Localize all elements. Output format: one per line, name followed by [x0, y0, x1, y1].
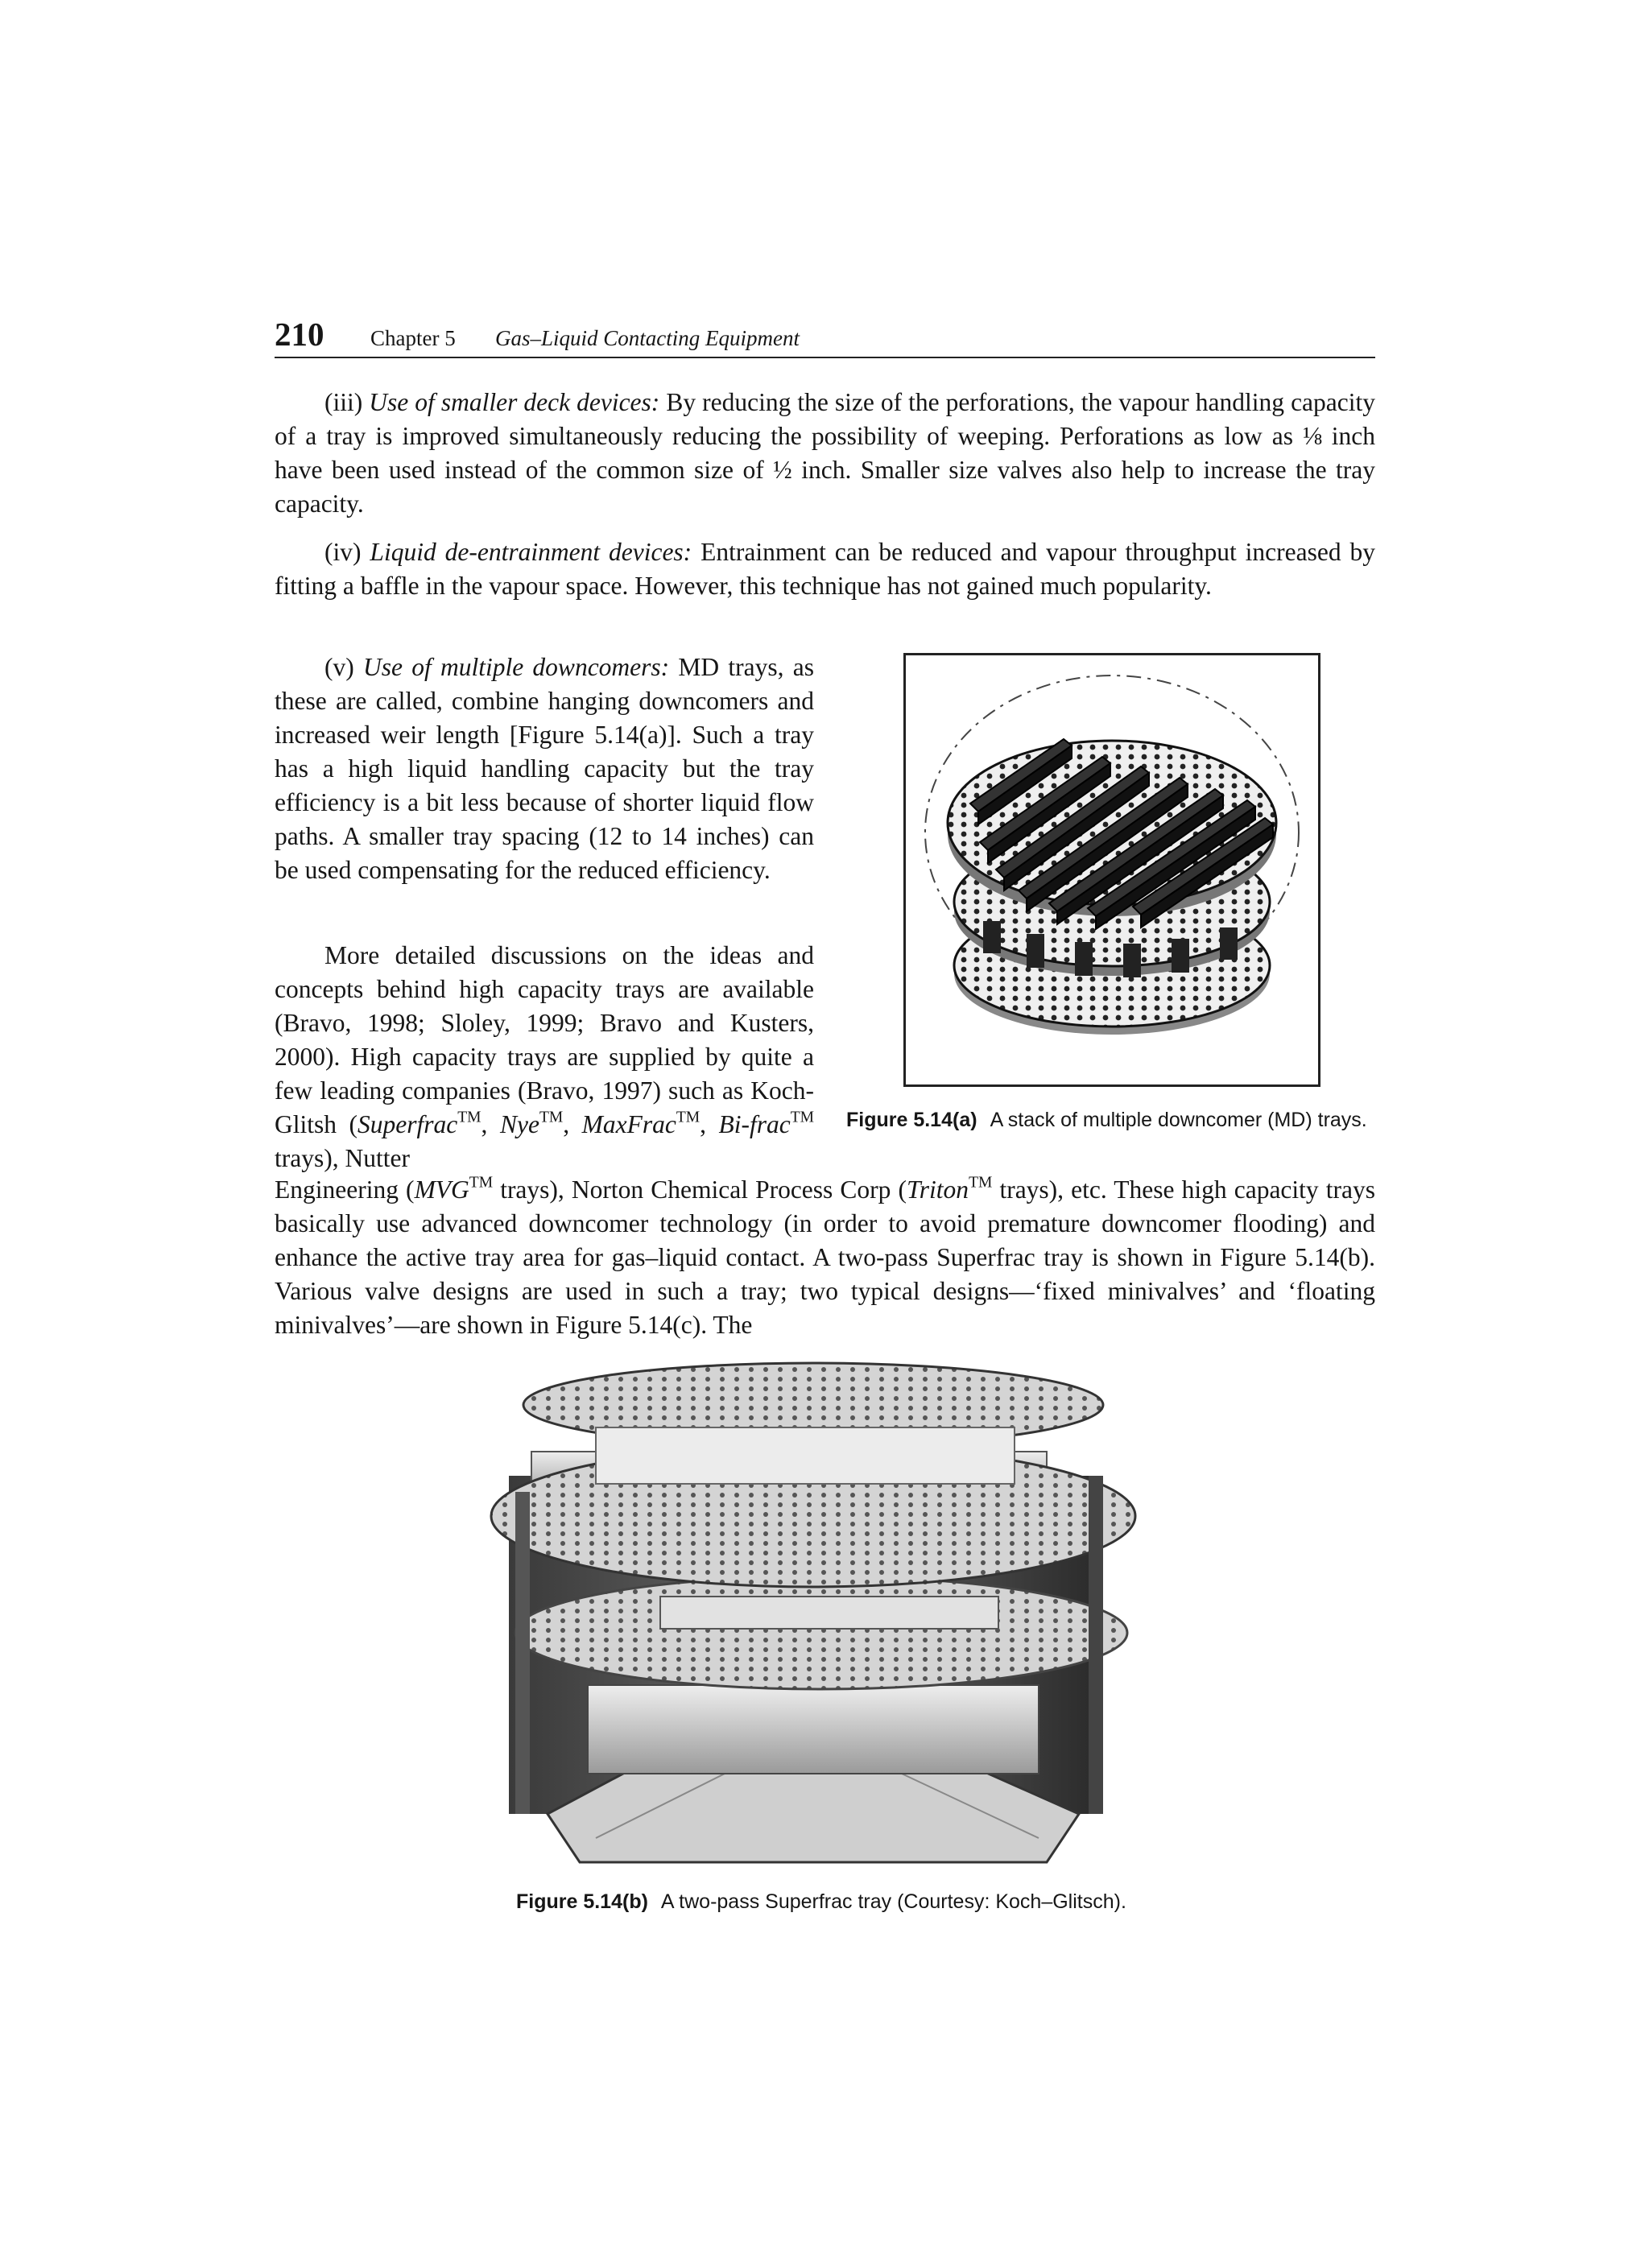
bifrac-name: Bi-frac: [718, 1110, 791, 1138]
paragraph-multiple-downcomers: (v) Use of multiple downcomers: MD trays, as these are called, combine hanging downcomers and increased weir length [Figure 5.14(a)]. Such a tray has a high liquid handling capacity but the tray efficiency is a bit less because of shorter liquid flow paths. A smaller tray spacing (12 to 14 inches) can be used compensating for the reduced efficiency.: [275, 653, 814, 884]
figure-b-caption: Figure 5.14(b) A two-pass Superfrac tray (Courtesy: Koch–Glitsch).: [516, 1890, 1126, 1913]
figure-a-caption: Figure 5.14(a) A stack of multiple downcomer (MD) trays.: [846, 1109, 1367, 1131]
paragraph-liquid-de-entrainment: (iv) Liquid de-entrainment devices: Entrainment can be reduced and vapour throughput increased by fitting a baffle in the vapour space. However, this technique has not gained much popularity.: [275, 538, 1376, 600]
maxfrac-name: MaxFrac: [581, 1110, 676, 1138]
header-rule: [275, 357, 1375, 358]
term-smaller-deck-devices: Use of smaller deck devices:: [369, 388, 660, 416]
nye-name: Nye: [499, 1110, 539, 1138]
mvg-name: MVG: [414, 1175, 469, 1204]
superfrac-tray-illustration: [483, 1355, 1168, 1882]
figure-a-label: Figure 5.14(a): [846, 1109, 977, 1131]
paragraph-high-capacity-narrow: More detailed discussions on the ideas and concepts behind high capacity trays are available (Bravo, 1998; Sloley, 1999; Bravo and Kusters, 2000). High capacity trays are supplied by quite a few leading companies (Bravo, 1997) such as Koch-Glitsh (Superfrac™, Nye™, MaxFrac™, Bi-frac™ trays), Nutter: [275, 941, 815, 1172]
term-multiple-downcomers: Use of multiple downcomers:: [362, 653, 670, 681]
figure-b-label: Figure 5.14(b): [516, 1890, 648, 1913]
fraction-half: ½: [773, 456, 792, 484]
paragraph-smaller-deck-devices: (iii) Use of smaller deck devices: By reducing the size of the perforations, the vapour handling capacity of a tray is improved simultaneously reducing the possibility of weeping. Perforations as low as ⅛ inch have been used instead of the common size of ½ inch. Smaller size valves also help to increase the tray capacity.: [275, 388, 1375, 518]
fraction-eighth: ⅛: [1303, 422, 1322, 450]
triton-name: Triton: [907, 1175, 969, 1204]
superfrac-name: Superfrac: [357, 1110, 458, 1138]
figure-md-trays: [903, 653, 1320, 1087]
chapter-label: Chapter 5: [370, 326, 456, 350]
chapter-title: Gas–Liquid Contacting Equipment: [495, 326, 800, 350]
md-trays-illustration: [906, 655, 1318, 1084]
running-header: [275, 316, 1375, 357]
figure-superfrac-tray-photo: [483, 1355, 1168, 1882]
paragraph-high-capacity-full: Engineering (MVG™ trays), Norton Chemical Process Corp (Triton™ trays), etc. These high capacity trays basically use advanced downcomer technology (in order to avoid premature downcomer flooding) and enhance the active tray area for gas–liquid contact. A two-pass Superfrac tray is shown in Figure 5.14(b). Various valve designs are used in such a tray; two typical designs—‘fixed minivalves’ and ‘floating minivalves’—are shown in Figure 5.14(c). The: [275, 1174, 1375, 1339]
term-liquid-de-entrainment: Liquid de-entrainment devices:: [370, 538, 692, 566]
page-number: 210: [275, 316, 324, 353]
